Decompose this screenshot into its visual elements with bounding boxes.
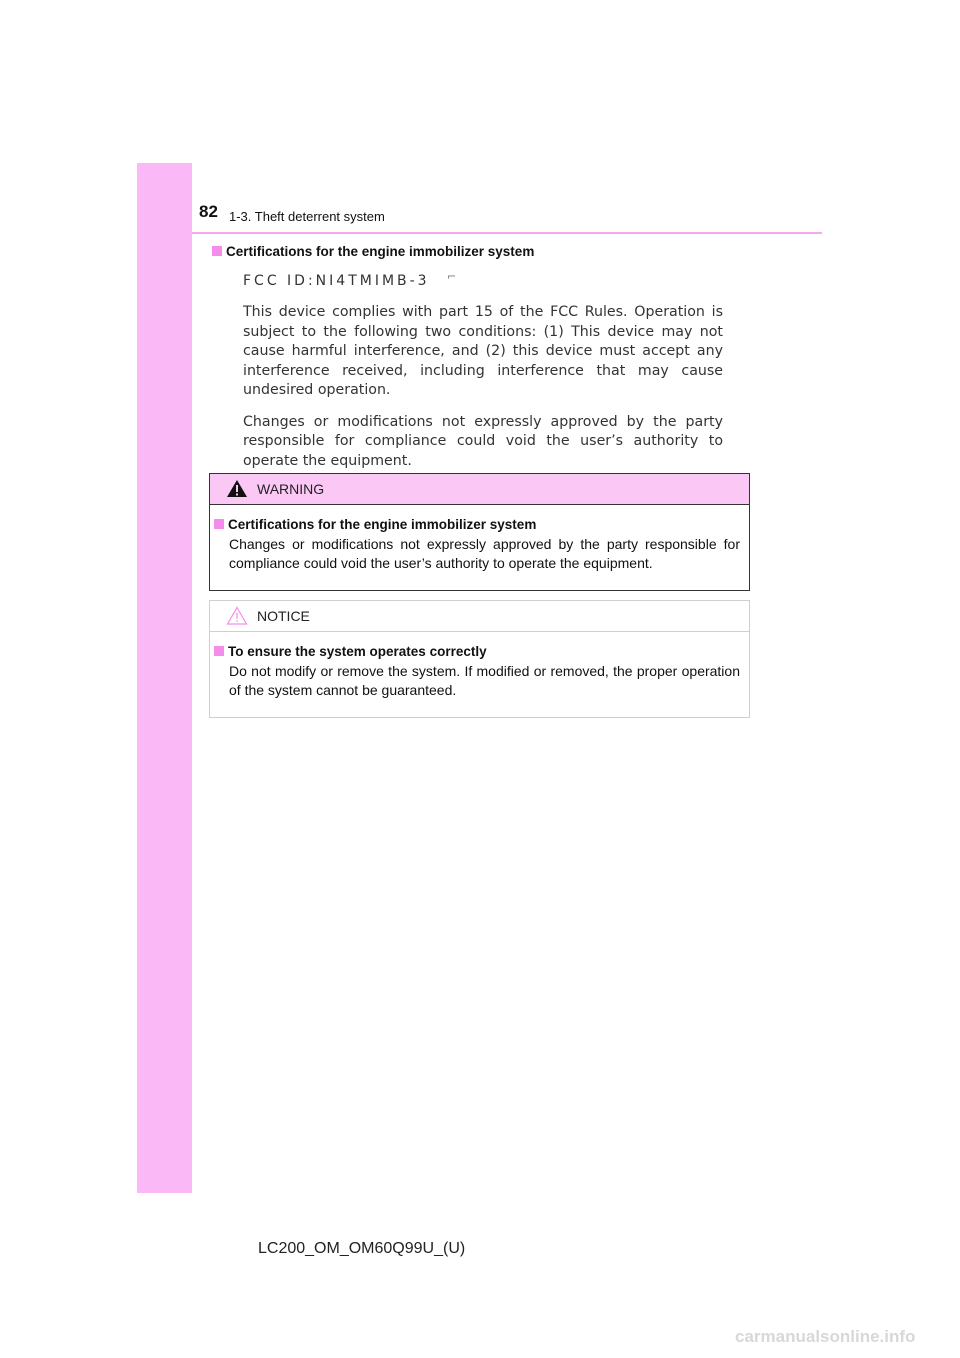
section-heading xyxy=(212,244,534,259)
fcc-modification-text: Changes or modifications not expressly approved by the party responsible for compliance could void the user’s authority to operate the equipment. xyxy=(243,413,723,469)
notice-header xyxy=(210,601,749,632)
fcc-id: FCC ID:NI4TMIMB-3 xyxy=(243,273,430,289)
section-heading-text: Certifications for the engine immobilizer system xyxy=(226,244,535,259)
page-number: 82 xyxy=(199,202,218,221)
notice-subheading-text: To ensure the system operates correctly xyxy=(228,644,487,659)
fcc-compliance-text: This device complies with part 15 of the FCC Rules. Operation is subject to the following two conditions: (1) This device may not cause harmful interference, and (2) this device must accept any interference received, including interference that may cause undesired operation. xyxy=(243,304,723,398)
caution-triangle-icon xyxy=(226,606,248,625)
watermark: carmanualsonline.info xyxy=(735,1327,916,1346)
square-bullet-icon xyxy=(212,246,222,256)
warning-box xyxy=(209,473,750,591)
warning-triangle-icon xyxy=(226,479,248,498)
notice-text: Do not modify or remove the system. If modified or removed, the proper operation of the system cannot be guaranteed. xyxy=(229,663,740,698)
notice-title: NOTICE xyxy=(257,608,310,624)
warning-header xyxy=(210,474,749,505)
header-divider xyxy=(192,232,822,234)
notice-box xyxy=(209,600,750,718)
warning-subheading-text: Certifications for the engine immobilizer system xyxy=(228,517,537,532)
warning-subheading xyxy=(214,517,740,532)
section-title: 1-3. Theft deterrent system xyxy=(229,209,385,224)
stray-mark-icon: ⌐ xyxy=(447,270,457,283)
square-bullet-icon xyxy=(214,646,224,656)
warning-title: WARNING xyxy=(257,481,325,497)
notice-subheading xyxy=(214,644,740,659)
square-bullet-icon xyxy=(214,519,224,529)
chapter-sidebar-tab xyxy=(137,163,192,1193)
document-code: LC200_OM_OM60Q99U_(U) xyxy=(258,1240,466,1257)
warning-text: Changes or modifications not expressly approved by the party responsible for compliance could void the user’s authority to operate the equipment. xyxy=(229,536,740,571)
fcc-label-image xyxy=(243,270,723,471)
